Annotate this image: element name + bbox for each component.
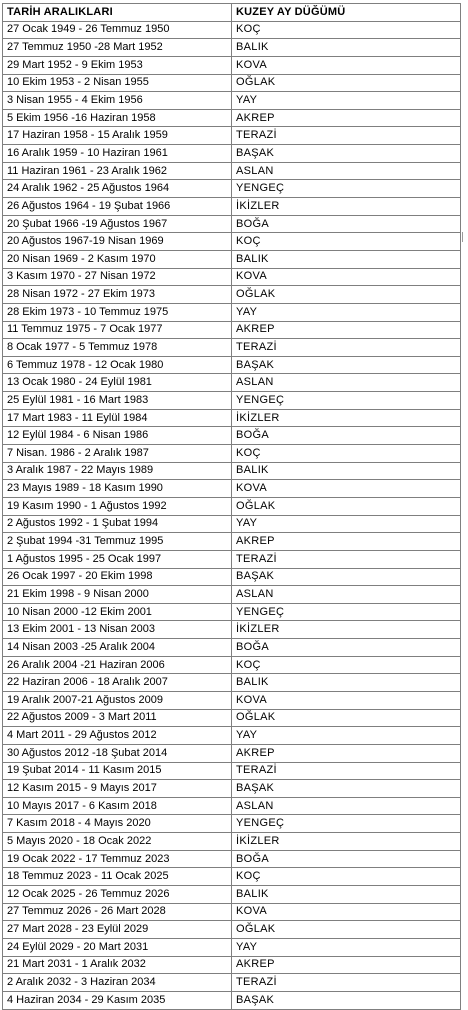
date-range-cell: 27 Temmuz 2026 - 26 Mart 2028	[3, 903, 232, 921]
north-node-sign-cell: YENGEÇ	[232, 603, 461, 621]
table-row	[3, 550, 461, 568]
north-node-sign-cell: BALIK	[232, 462, 461, 480]
table-row	[3, 92, 461, 110]
date-range-cell: 20 Ağustos 1967-19 Nisan 1969	[3, 233, 232, 251]
north-node-sign-cell: YAY	[232, 515, 461, 533]
table-row	[3, 109, 461, 127]
north-node-sign-cell: ASLAN	[232, 797, 461, 815]
date-range-cell: 29 Mart 1952 - 9 Ekim 1953	[3, 56, 232, 74]
north-node-sign-cell: KOÇ	[232, 233, 461, 251]
table-row	[3, 744, 461, 762]
table-row	[3, 56, 461, 74]
table-row	[3, 233, 461, 251]
north-node-sign-cell: YAY	[232, 938, 461, 956]
north-node-sign-cell: KOVA	[232, 903, 461, 921]
date-range-cell: 2 Ağustos 1992 - 1 Şubat 1994	[3, 515, 232, 533]
date-range-cell: 26 Ocak 1997 - 20 Ekim 1998	[3, 568, 232, 586]
date-range-cell: 8 Ocak 1977 - 5 Temmuz 1978	[3, 339, 232, 357]
date-range-cell: 2 Şubat 1994 -31 Temmuz 1995	[3, 533, 232, 551]
table-row	[3, 780, 461, 798]
date-range-cell: 10 Ekim 1953 - 2 Nisan 1955	[3, 74, 232, 92]
north-node-sign-cell: KOÇ	[232, 21, 461, 39]
north-node-sign-cell: ASLAN	[232, 586, 461, 604]
table-row	[3, 674, 461, 692]
date-range-cell: 13 Ekim 2001 - 13 Nisan 2003	[3, 621, 232, 639]
date-range-cell: 26 Ağustos 1964 - 19 Şubat 1966	[3, 198, 232, 216]
table-row	[3, 145, 461, 163]
north-node-sign-cell: KOÇ	[232, 868, 461, 886]
table-row	[3, 162, 461, 180]
date-range-cell: 1 Ağustos 1995 - 25 Ocak 1997	[3, 550, 232, 568]
north-node-sign-cell: YAY	[232, 303, 461, 321]
date-range-cell: 21 Mart 2031 - 1 Aralık 2032	[3, 956, 232, 974]
table-row	[3, 127, 461, 145]
table-row	[3, 74, 461, 92]
table-row	[3, 462, 461, 480]
north-node-sign-cell: BOĞA	[232, 427, 461, 445]
table-row	[3, 180, 461, 198]
north-node-sign-cell: İKİZLER	[232, 833, 461, 851]
date-range-cell: 26 Aralık 2004 -21 Haziran 2006	[3, 656, 232, 674]
table-row	[3, 621, 461, 639]
table-row	[3, 515, 461, 533]
table-row	[3, 286, 461, 304]
north-node-sign-cell: YENGEÇ	[232, 815, 461, 833]
north-node-sign-cell: İKİZLER	[232, 621, 461, 639]
north-node-sign-cell: BOĞA	[232, 639, 461, 657]
date-range-cell: 7 Kasım 2018 - 4 Mayıs 2020	[3, 815, 232, 833]
table-row	[3, 815, 461, 833]
date-range-cell: 19 Aralık 2007-21 Ağustos 2009	[3, 691, 232, 709]
north-node-sign-cell: İKİZLER	[232, 198, 461, 216]
date-range-cell: 28 Nisan 1972 - 27 Ekim 1973	[3, 286, 232, 304]
date-range-cell: 11 Temmuz 1975 - 7 Ocak 1977	[3, 321, 232, 339]
table-row	[3, 868, 461, 886]
date-range-cell: 25 Eylül 1981 - 16 Mart 1983	[3, 392, 232, 410]
table-container	[2, 3, 461, 1010]
north-node-sign-cell: BAŞAK	[232, 568, 461, 586]
north-node-sign-cell: YENGEÇ	[232, 392, 461, 410]
date-range-cell: 3 Aralık 1987 - 22 Mayıs 1989	[3, 462, 232, 480]
table-row	[3, 497, 461, 515]
north-node-sign-cell: BALIK	[232, 39, 461, 57]
north-node-sign-cell: TERAZİ	[232, 127, 461, 145]
north-node-sign-cell: BAŞAK	[232, 145, 461, 163]
date-range-cell: 11 Haziran 1961 - 23 Aralık 1962	[3, 162, 232, 180]
date-range-cell: 12 Kasım 2015 - 9 Mayıs 2017	[3, 780, 232, 798]
north-node-sign-cell: AKREP	[232, 109, 461, 127]
table-row	[3, 250, 461, 268]
date-range-cell: 6 Temmuz 1978 - 12 Ocak 1980	[3, 356, 232, 374]
table-row	[3, 339, 461, 357]
date-range-cell: 5 Mayıs 2020 - 18 Ocak 2022	[3, 833, 232, 851]
table-row	[3, 974, 461, 992]
table-row	[3, 762, 461, 780]
date-range-cell: 24 Aralık 1962 - 25 Ağustos 1964	[3, 180, 232, 198]
north-node-sign-cell: KOÇ	[232, 445, 461, 463]
date-range-cell: 20 Nisan 1969 - 2 Kasım 1970	[3, 250, 232, 268]
table-header	[3, 4, 461, 22]
table-row	[3, 639, 461, 657]
north-node-sign-cell: KOVA	[232, 56, 461, 74]
table-row	[3, 603, 461, 621]
north-node-sign-cell: OĞLAK	[232, 74, 461, 92]
date-range-cell: 3 Nisan 1955 - 4 Ekim 1956	[3, 92, 232, 110]
date-range-cell: 20 Şubat 1966 -19 Ağustos 1967	[3, 215, 232, 233]
table-row	[3, 568, 461, 586]
north-node-table	[2, 3, 461, 1010]
table-row	[3, 797, 461, 815]
date-range-cell: 27 Mart 2028 - 23 Eylül 2029	[3, 921, 232, 939]
table-row	[3, 215, 461, 233]
table-row	[3, 321, 461, 339]
north-node-sign-cell: BALIK	[232, 674, 461, 692]
date-range-cell: 27 Temmuz 1950 -28 Mart 1952	[3, 39, 232, 57]
north-node-sign-cell: BAŞAK	[232, 356, 461, 374]
stray-cursor-line	[462, 232, 463, 242]
table-row	[3, 303, 461, 321]
date-range-cell: 30 Ağustos 2012 -18 Şubat 2014	[3, 744, 232, 762]
date-range-cell: 18 Temmuz 2023 - 11 Ocak 2025	[3, 868, 232, 886]
table-row	[3, 956, 461, 974]
table-row	[3, 691, 461, 709]
table-body	[3, 21, 461, 1009]
table-row	[3, 427, 461, 445]
north-node-sign-cell: ASLAN	[232, 162, 461, 180]
north-node-sign-cell: KOVA	[232, 268, 461, 286]
north-node-sign-cell: OĞLAK	[232, 709, 461, 727]
date-range-cell: 28 Ekim 1973 - 10 Temmuz 1975	[3, 303, 232, 321]
north-node-sign-cell: TERAZİ	[232, 550, 461, 568]
date-range-cell: 21 Ekim 1998 - 9 Nisan 2000	[3, 586, 232, 604]
date-range-cell: 14 Nisan 2003 -25 Aralık 2004	[3, 639, 232, 657]
north-node-sign-cell: KOVA	[232, 691, 461, 709]
table-row	[3, 709, 461, 727]
north-node-sign-cell: AKREP	[232, 321, 461, 339]
north-node-sign-cell: ASLAN	[232, 374, 461, 392]
table-row	[3, 921, 461, 939]
date-range-cell: 19 Şubat 2014 - 11 Kasım 2015	[3, 762, 232, 780]
table-row	[3, 409, 461, 427]
table-row	[3, 833, 461, 851]
date-range-cell: 3 Kasım 1970 - 27 Nisan 1972	[3, 268, 232, 286]
date-range-cell: 5 Ekim 1956 -16 Haziran 1958	[3, 109, 232, 127]
table-row	[3, 727, 461, 745]
north-node-sign-cell: KOÇ	[232, 656, 461, 674]
date-range-cell: 4 Haziran 2034 - 29 Kasım 2035	[3, 991, 232, 1009]
date-range-cell: 27 Ocak 1949 - 26 Temmuz 1950	[3, 21, 232, 39]
table-row	[3, 850, 461, 868]
north-node-sign-cell: TERAZİ	[232, 339, 461, 357]
date-range-cell: 10 Mayıs 2017 - 6 Kasım 2018	[3, 797, 232, 815]
table-row	[3, 656, 461, 674]
table-row	[3, 938, 461, 956]
table-row	[3, 39, 461, 57]
date-range-cell: 2 Aralık 2032 - 3 Haziran 2034	[3, 974, 232, 992]
date-range-cell: 4 Mart 2011 - 29 Ağustos 2012	[3, 727, 232, 745]
north-node-sign-cell: BALIK	[232, 886, 461, 904]
north-node-sign-cell: AKREP	[232, 956, 461, 974]
date-range-cell: 23 Mayıs 1989 - 18 Kasım 1990	[3, 480, 232, 498]
date-range-cell: 13 Ocak 1980 - 24 Eylül 1981	[3, 374, 232, 392]
north-node-sign-cell: YENGEÇ	[232, 180, 461, 198]
table-row	[3, 374, 461, 392]
date-range-cell: 24 Eylül 2029 - 20 Mart 2031	[3, 938, 232, 956]
north-node-sign-cell: YAY	[232, 92, 461, 110]
header-date-ranges: TARİH ARALIKLARI	[3, 4, 232, 22]
date-range-cell: 19 Ocak 2022 - 17 Temmuz 2023	[3, 850, 232, 868]
table-row	[3, 445, 461, 463]
table-row	[3, 392, 461, 410]
table-row	[3, 198, 461, 216]
north-node-sign-cell: İKİZLER	[232, 409, 461, 427]
table-row	[3, 991, 461, 1009]
date-range-cell: 17 Mart 1983 - 11 Eylül 1984	[3, 409, 232, 427]
north-node-sign-cell: KOVA	[232, 480, 461, 498]
north-node-sign-cell: BALIK	[232, 250, 461, 268]
table-row	[3, 356, 461, 374]
date-range-cell: 10 Nisan 2000 -12 Ekim 2001	[3, 603, 232, 621]
north-node-sign-cell: AKREP	[232, 744, 461, 762]
north-node-sign-cell: BOĞA	[232, 850, 461, 868]
table-row	[3, 268, 461, 286]
date-range-cell: 16 Aralık 1959 - 10 Haziran 1961	[3, 145, 232, 163]
table-row	[3, 480, 461, 498]
date-range-cell: 22 Ağustos 2009 - 3 Mart 2011	[3, 709, 232, 727]
header-row	[3, 4, 461, 22]
north-node-sign-cell: YAY	[232, 727, 461, 745]
table-row	[3, 533, 461, 551]
header-north-node: KUZEY AY DÜĞÜMÜ	[232, 4, 461, 22]
table-row	[3, 586, 461, 604]
date-range-cell: 12 Eylül 1984 - 6 Nisan 1986	[3, 427, 232, 445]
north-node-sign-cell: BAŞAK	[232, 780, 461, 798]
north-node-sign-cell: BAŞAK	[232, 991, 461, 1009]
table-row	[3, 21, 461, 39]
date-range-cell: 7 Nisan. 1986 - 2 Aralık 1987	[3, 445, 232, 463]
date-range-cell: 22 Haziran 2006 - 18 Aralık 2007	[3, 674, 232, 692]
north-node-sign-cell: OĞLAK	[232, 497, 461, 515]
north-node-sign-cell: TERAZİ	[232, 762, 461, 780]
north-node-sign-cell: OĞLAK	[232, 286, 461, 304]
north-node-sign-cell: TERAZİ	[232, 974, 461, 992]
table-row	[3, 903, 461, 921]
date-range-cell: 12 Ocak 2025 - 26 Temmuz 2026	[3, 886, 232, 904]
date-range-cell: 19 Kasım 1990 - 1 Ağustos 1992	[3, 497, 232, 515]
north-node-sign-cell: BOĞA	[232, 215, 461, 233]
date-range-cell: 17 Haziran 1958 - 15 Aralık 1959	[3, 127, 232, 145]
north-node-sign-cell: OĞLAK	[232, 921, 461, 939]
north-node-sign-cell: AKREP	[232, 533, 461, 551]
table-row	[3, 886, 461, 904]
